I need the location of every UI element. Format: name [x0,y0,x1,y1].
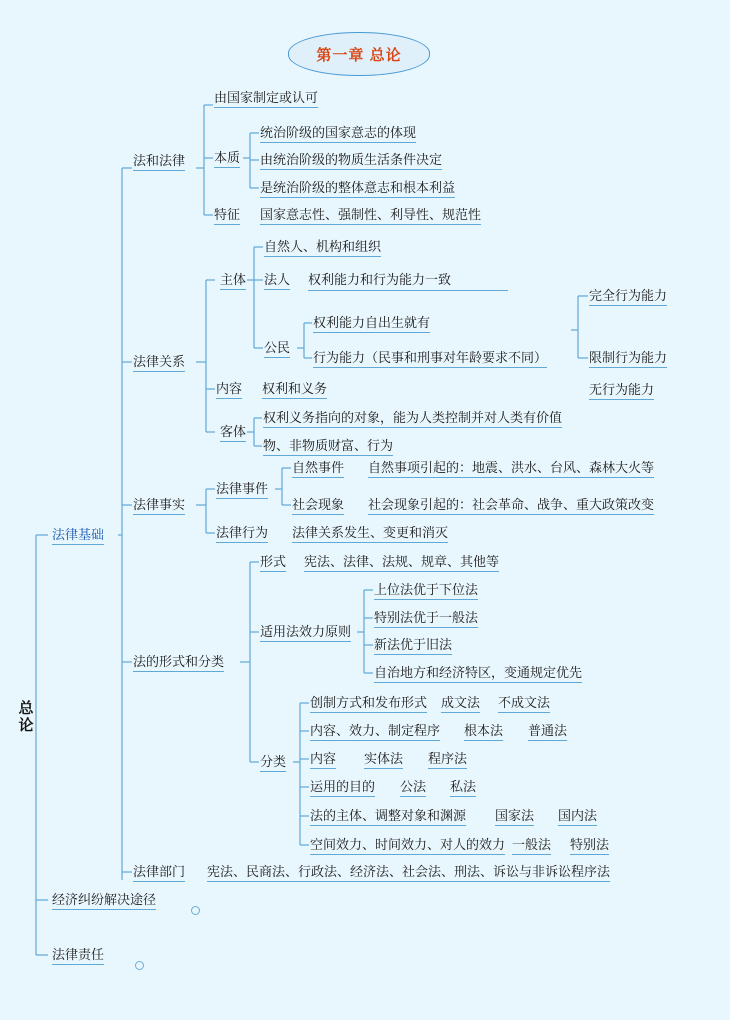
node-legal-fact[interactable]: 法律事实 [133,497,185,515]
node-law-department-text: 宪法、民商法、行政法、经济法、社会法、刑法、诉讼与非诉讼程序法 [207,864,610,882]
node-essence-label: 本质 [214,150,240,168]
node-class-2-criterion: 内容、效力、制定程序 [310,723,440,741]
node-class-5-value-1: 国家法 [495,808,534,826]
branch-dispute-resolution[interactable]: 经济纠纷解决途径 [52,892,156,910]
page-title: 第一章 总论 [316,46,402,64]
chapter-title-bubble [288,32,430,76]
node-legal-act-label: 法律行为 [216,525,268,543]
node-natural-event-text: 自然事项引起的：地震、洪水、台风、森林大火等 [368,460,654,478]
node-object-types: 物、非物质财富、行为 [263,438,393,456]
node-citizen-rights-capacity: 权利能力自出生就有 [313,315,430,333]
node-subject-label: 主体 [220,272,246,290]
node-feature-text: 国家意志性、强制性、利导性、规范性 [260,207,481,225]
node-law-department[interactable]: 法律部门 [133,864,185,882]
node-essence-3: 是统治阶级的整体意志和根本利益 [260,180,455,198]
node-subject-legal-person: 法人 [264,272,290,290]
node-class-1-value-2: 不成文法 [498,695,550,713]
node-form-label: 形式 [260,554,286,572]
node-content-label: 内容 [216,381,242,399]
node-priority-label: 适用法效力原则 [260,624,351,642]
node-essence-2: 由统治阶级的物质生活条件决定 [260,152,442,170]
node-legal-event-label: 法律事件 [216,481,268,499]
node-legal-act-text: 法律关系发生、变更和消灭 [292,525,448,543]
node-form-text: 宪法、法律、法规、规章、其他等 [304,554,499,572]
root-label: 总论 [18,700,34,735]
node-essence-1: 统治阶级的国家意志的体现 [260,125,416,143]
node-class-6-value-1: 一般法 [512,837,551,855]
node-capacity-full: 完全行为能力 [589,288,667,306]
node-class-1-criterion: 创制方式和发布形式 [310,695,427,713]
node-object-definition: 权利义务指向的对象，能为人类控制并对人类有价值 [263,410,562,428]
node-class-5-criterion: 法的主体、调整对象和渊源 [310,808,466,826]
node-law-made-by-state: 由国家制定或认可 [214,90,318,108]
node-class-6-criterion: 空间效力、时间效力、对人的效力 [310,837,505,855]
node-classification-label: 分类 [260,754,286,772]
node-class-6-value-2: 特别法 [570,837,609,855]
node-capacity-none: 无行为能力 [589,382,654,400]
node-priority-4: 自治地方和经济特区，变通规定优先 [374,665,582,683]
node-class-3-value-2: 程序法 [428,751,467,769]
node-priority-1: 上位法优于下位法 [374,582,478,600]
node-class-3-value-1: 实体法 [364,751,403,769]
node-social-event-text: 社会现象引起的：社会革命、战争、重大政策改变 [368,497,654,515]
marker-circle-liability [135,961,144,970]
branch-legal-liability[interactable]: 法律责任 [52,947,104,965]
node-object-label: 客体 [220,424,246,442]
node-class-1-value-1: 成文法 [441,695,480,713]
node-class-5-value-2: 国内法 [558,808,597,826]
node-class-4-criterion: 运用的目的 [310,779,375,797]
node-capacity-limited: 限制行为能力 [589,350,667,368]
branch-legal-basis[interactable]: 法律基础 [52,527,104,545]
node-law-and-statute[interactable]: 法和法律 [133,153,185,171]
node-subject-capacity-text: 权利能力和行为能力一致 [308,272,508,291]
node-social-event-label: 社会现象 [292,497,344,515]
node-priority-3: 新法优于旧法 [374,637,452,655]
node-form-and-classification[interactable]: 法的形式和分类 [133,654,224,672]
node-citizen-act-capacity: 行为能力（民事和刑事对年龄要求不同） [313,350,547,368]
node-class-4-value-2: 私法 [450,779,476,797]
node-class-3-criterion: 内容 [310,751,336,769]
node-content-text: 权利和义务 [262,381,327,399]
node-legal-relation[interactable]: 法律关系 [133,354,185,372]
node-priority-2: 特别法优于一般法 [374,610,478,628]
node-feature-label: 特征 [214,207,240,225]
node-natural-event-label: 自然事件 [292,460,344,478]
node-class-2-value-2: 普通法 [528,723,567,741]
node-class-4-value-1: 公法 [400,779,426,797]
node-class-2-value-1: 根本法 [464,723,503,741]
node-citizen-label: 公民 [264,340,290,358]
marker-circle-dispute [191,906,200,915]
node-subject-natural: 自然人、机构和组织 [264,239,381,257]
